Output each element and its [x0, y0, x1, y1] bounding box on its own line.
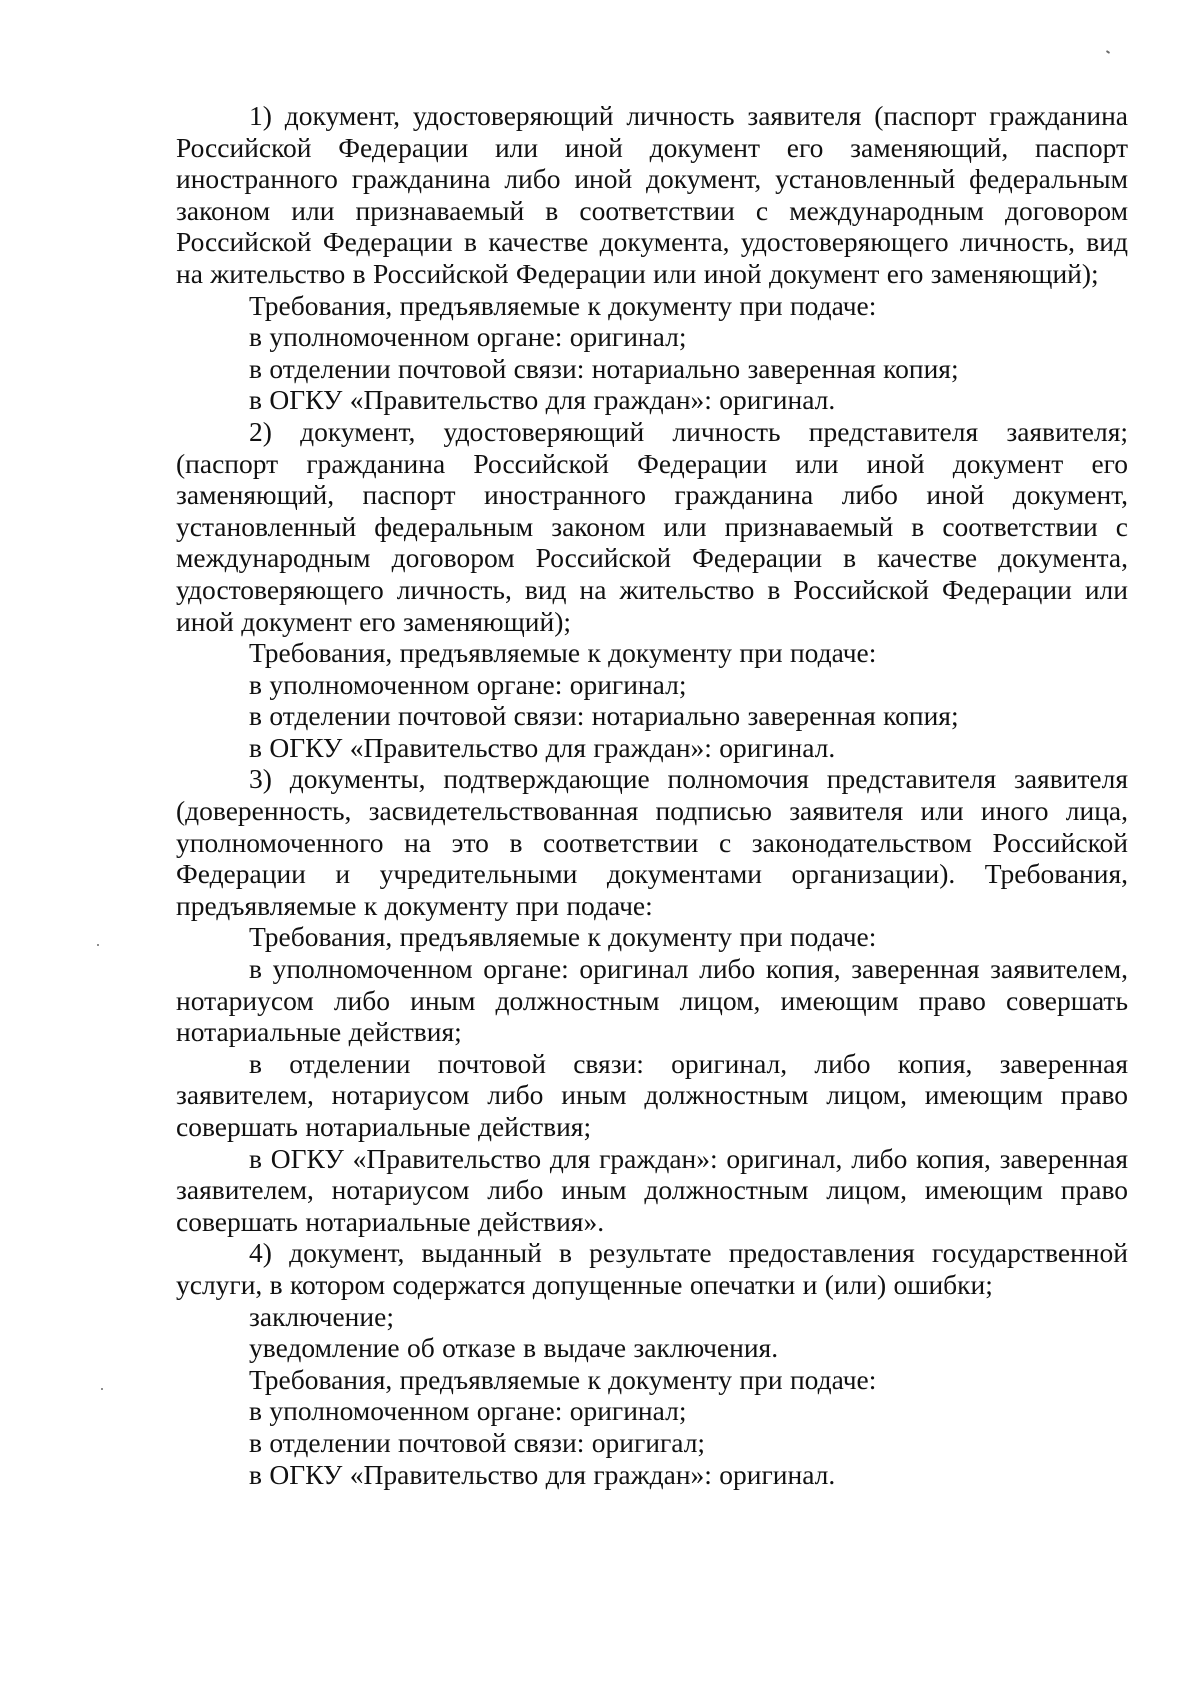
paragraph-post-2: в отделении почтовой связи: нотариально заверенная копия;: [249, 700, 959, 732]
paragraph-ogku-1: в ОГКУ «Правительство для граждан»: оригинал.: [249, 384, 836, 416]
scan-mark: [97, 944, 99, 946]
paragraph-item-4: 4) документ, выданный в результате предоставления государственной услуги, в котором содержатся допущенные опечатки и (или) ошибки;: [176, 1237, 1128, 1300]
paragraph-item-1: 1) документ, удостоверяющий личность заявителя (паспорт гражданина Российской Федерации или иной документ его заменяющий, паспорт иностранного гражданина либо иной документ, установленный федеральным законом или признаваемый в соответствии с международным договором Российской Федерации в качестве документа, удостоверяющего личность, вид на жительство в Российской Федерации или иной документ его заменяющий);: [176, 100, 1128, 289]
paragraph-authority-2: в уполномоченном органе: оригинал;: [249, 668, 687, 700]
paragraph-post-3: в отделении почтовой связи: оригинал, либо копия, заверенная заявителем, нотариусом либо иным должностным лицом, имеющим право совершать нотариальные действия;: [176, 1047, 1128, 1142]
paragraph-authority-4: в уполномоченном органе: оригинал;: [249, 1395, 687, 1427]
paragraph-requirements-1: Требования, предъявляемые к документу при подаче:: [249, 289, 877, 321]
scan-mark: [101, 1388, 103, 1390]
paragraph-authority-1: в уполномоченном органе: оригинал;: [249, 321, 687, 353]
paragraph-post-4: в отделении почтовой связи: оригигал;: [249, 1426, 706, 1458]
paragraph-authority-3: в уполномоченном органе: оригинал либо копия, заверенная заявителем, нотариусом либо иным должностным лицом, имеющим право совершать нотариальные действия;: [176, 953, 1128, 1048]
paragraph-refusal-notice: уведомление об отказе в выдаче заключения.: [249, 1332, 779, 1364]
paragraph-ogku-4: в ОГКУ «Правительство для граждан»: оригинал.: [249, 1458, 836, 1490]
paragraph-requirements-2: Требования, предъявляемые к документу при подаче:: [249, 637, 877, 669]
paragraph-requirements-4: Требования, предъявляемые к документу при подаче:: [249, 1363, 877, 1395]
paragraph-item-3: 3) документы, подтверждающие полномочия представителя заявителя (доверенность, засвидетельствованная подписью заявителя или иного лица, уполномоченного на это в соответствии с законодательством Российской Федерации и учредительными документами организации). Требования, предъявляемые к документу при подаче:: [176, 763, 1128, 921]
paragraph-post-1: в отделении почтовой связи: нотариально заверенная копия;: [249, 352, 959, 384]
document-body: [176, 100, 1128, 1490]
scan-mark: [1106, 50, 1110, 54]
paragraph-requirements-3: Требования, предъявляемые к документу при подаче:: [249, 921, 877, 953]
paragraph-ogku-3: в ОГКУ «Правительство для граждан»: оригинал, либо копия, заверенная заявителем, нотариусом либо иным должностным лицом, имеющим право совершать нотариальные действия».: [176, 1142, 1128, 1237]
paragraph-item-2: 2) документ, удостоверяющий личность представителя заявителя; (паспорт гражданина Российской Федерации или иной документ его заменяющий, паспорт иностранного гражданина либо иной документ, установленный федеральным законом или признаваемый в соответствии с международным договором Российской Федерации в качестве документа, удостоверяющего личность, вид на жительство в Российской Федерации или иной документ его заменяющий);: [176, 415, 1128, 637]
paragraph-conclusion: заключение;: [249, 1300, 394, 1332]
paragraph-ogku-2: в ОГКУ «Правительство для граждан»: оригинал.: [249, 731, 836, 763]
